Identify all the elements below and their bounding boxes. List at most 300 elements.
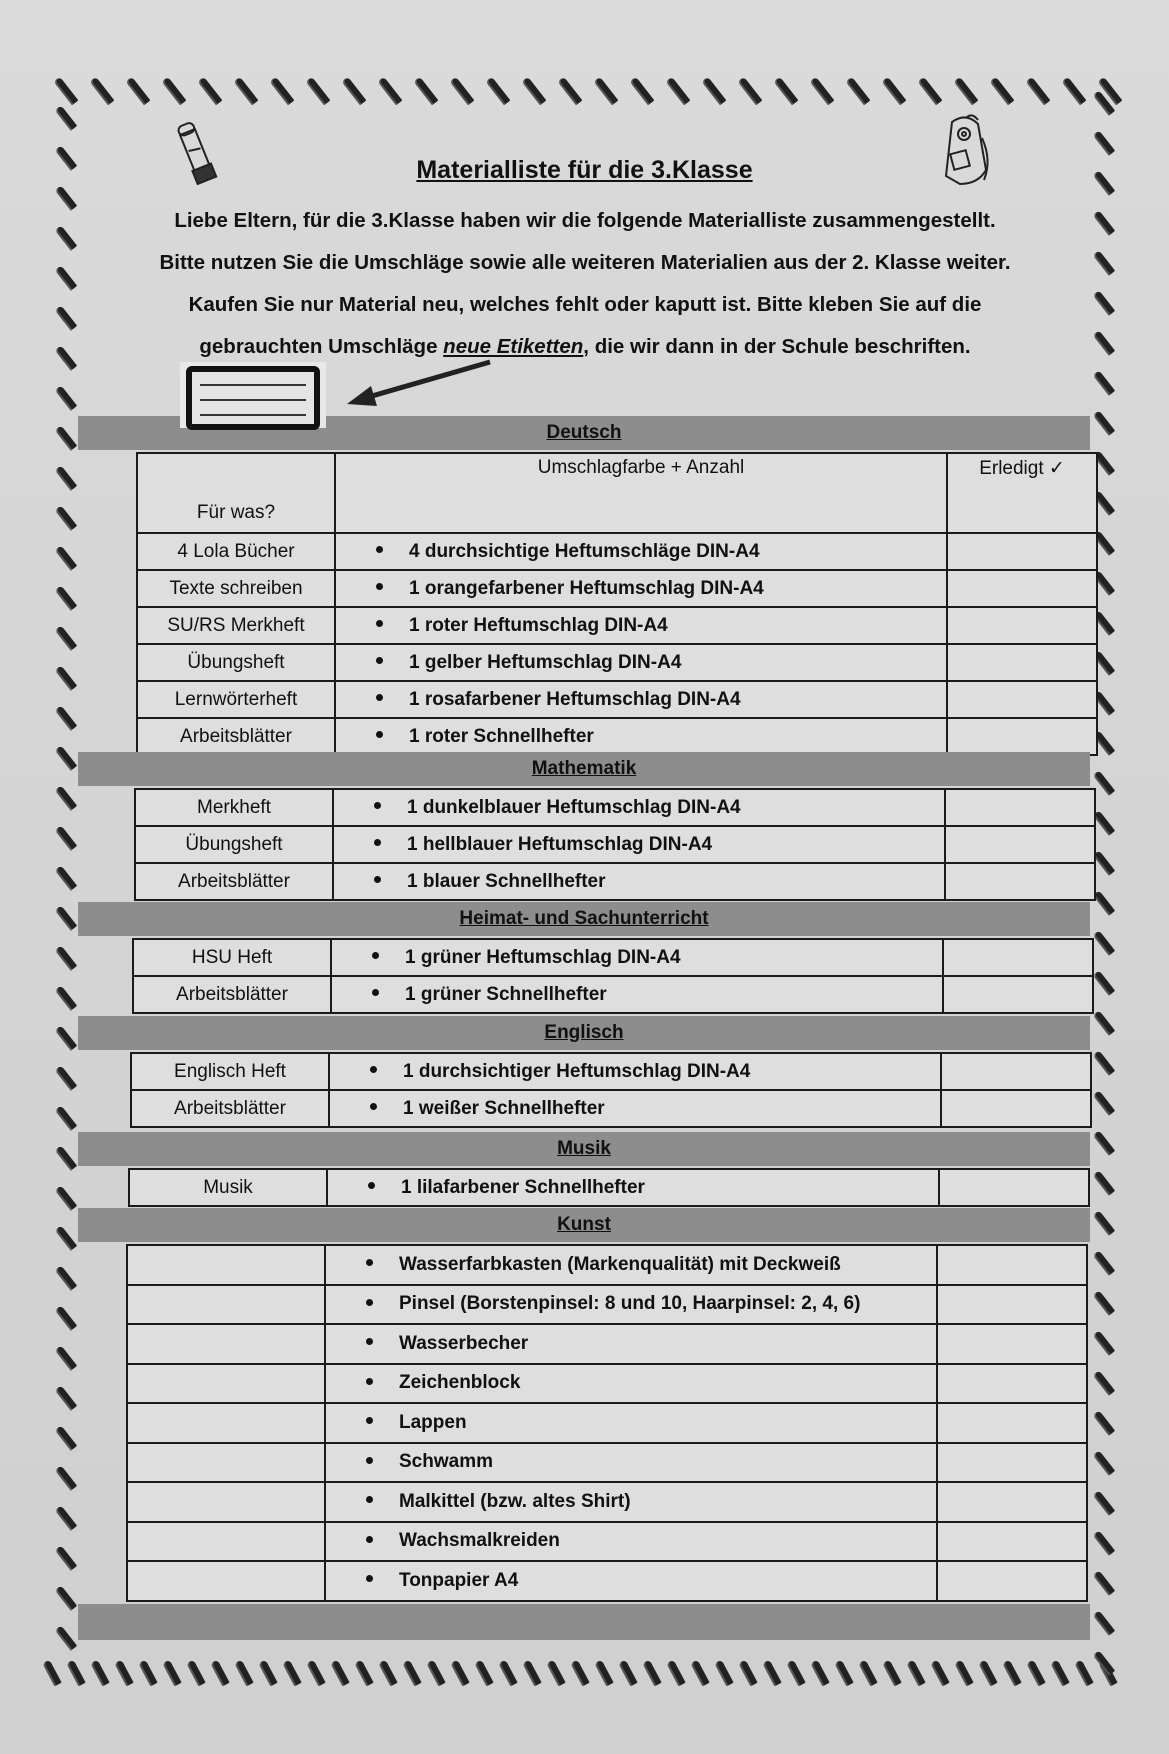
pencil-icon: [1093, 1210, 1115, 1235]
pencil-icon: [55, 1305, 77, 1330]
done-checkbox-cell[interactable]: [937, 1522, 1087, 1562]
pencil-icon: [522, 77, 547, 106]
pencil-icon: [594, 77, 619, 106]
page-title: Materialliste für die 3.Klasse: [416, 156, 753, 184]
purpose-cell: [127, 1324, 325, 1364]
table-row: [135, 863, 1095, 900]
bullet-icon: [366, 1496, 373, 1503]
pencil-icon: [55, 825, 77, 850]
section-header-kunst: [78, 1208, 1090, 1242]
pencil-icon: [906, 1660, 925, 1687]
pencil-icon: [810, 77, 835, 106]
pencil-icon: [55, 185, 77, 210]
pencil-icon: [1093, 970, 1115, 995]
pencil-icon: [834, 1660, 853, 1687]
pencil-icon: [234, 77, 259, 106]
pencil-icon: [1093, 1570, 1115, 1595]
pencil-icon: [1093, 1610, 1115, 1635]
bullet-icon: [366, 1417, 373, 1424]
pencil-icon: [546, 1660, 565, 1687]
pencil-icon: [55, 1465, 77, 1490]
table-row: [129, 1169, 1089, 1206]
bullet-icon: [376, 546, 383, 553]
purpose-cell: Lernwörterheft: [137, 681, 335, 718]
purpose-cell: [127, 1245, 325, 1285]
pencil-icon: [666, 1660, 685, 1687]
pencil-icon: [55, 505, 77, 530]
table-row: [137, 607, 1097, 644]
bullet-icon: [374, 802, 381, 809]
emphasis-neue-etiketten: neue Etiketten: [443, 335, 584, 358]
header-col2: Umschlagfarbe + Anzahl: [335, 453, 947, 533]
bullet-icon: [374, 876, 381, 883]
header-col1: Für was?: [137, 453, 335, 533]
item-cell: [329, 1090, 941, 1127]
section-header-heimat-und-sachunterricht: [78, 902, 1090, 936]
done-checkbox-cell[interactable]: [947, 644, 1097, 681]
pencil-border-right: [1100, 90, 1108, 1690]
pencil-icon: [1093, 810, 1115, 835]
purpose-cell: Arbeitsblätter: [137, 718, 335, 755]
item-cell: [333, 789, 945, 826]
table-row: [137, 570, 1097, 607]
section-table: [134, 788, 1096, 901]
pencil-icon: [55, 225, 77, 250]
pencil-icon: [1026, 77, 1051, 106]
done-checkbox-cell[interactable]: [937, 1561, 1087, 1601]
bullet-icon: [366, 1536, 373, 1543]
pencil-icon: [666, 77, 691, 106]
pencil-icon: [1093, 370, 1115, 395]
pencil-icon: [714, 1660, 733, 1687]
pencil-icon: [55, 905, 77, 930]
done-checkbox-cell[interactable]: [947, 681, 1097, 718]
item-text: Schwamm: [399, 1451, 493, 1473]
pencil-icon: [498, 1660, 517, 1687]
pencil-icon: [55, 585, 77, 610]
arrow-icon: [345, 358, 495, 408]
item-text: 1 rosafarbener Heftumschlag DIN-A4: [409, 688, 741, 710]
table-row: [131, 1090, 1091, 1127]
pencil-icon: [55, 1545, 77, 1570]
item-cell: [335, 607, 947, 644]
pencil-icon: [882, 1660, 901, 1687]
section-title: Deutsch: [546, 422, 622, 443]
item-text: 1 weißer Schnellhefter: [403, 1097, 605, 1119]
pencil-icon: [55, 545, 77, 570]
pencil-icon: [55, 785, 77, 810]
pencil-icon: [138, 1660, 157, 1687]
item-cell: [335, 681, 947, 718]
pencil-icon: [1062, 77, 1087, 106]
pencil-icon: [114, 1660, 133, 1687]
pencil-icon: [55, 625, 77, 650]
pencil-icon: [378, 77, 403, 106]
pencil-icon: [306, 77, 331, 106]
pencil-icon: [1093, 210, 1115, 235]
pencil-icon: [486, 77, 511, 106]
item-cell: [325, 1522, 937, 1562]
section-title: Musik: [557, 1138, 611, 1159]
section-title: Englisch: [544, 1022, 624, 1043]
pencil-icon: [474, 1660, 493, 1687]
pencil-icon: [55, 425, 77, 450]
pencil-icon: [54, 77, 79, 106]
pencil-icon: [342, 77, 367, 106]
section-header-musik: [78, 1132, 1090, 1166]
pencil-icon: [918, 77, 943, 106]
pencil-icon: [570, 1660, 589, 1687]
pencil-border-top: [62, 76, 1142, 106]
pencil-icon: [55, 1505, 77, 1530]
item-cell: [325, 1482, 937, 1522]
item-text: 1 lilafarbener Schnellhefter: [401, 1176, 645, 1198]
pencil-icon: [55, 665, 77, 690]
item-text: Lappen: [399, 1411, 467, 1433]
pencil-icon: [1093, 1530, 1115, 1555]
done-checkbox-cell[interactable]: [947, 533, 1097, 570]
pencil-icon: [55, 1385, 77, 1410]
pencil-icon: [354, 1660, 373, 1687]
item-text: 1 orangefarbener Heftumschlag DIN-A4: [409, 577, 764, 599]
table-row: [127, 1482, 1087, 1522]
section-title: Kunst: [557, 1214, 611, 1235]
pencil-icon: [1093, 410, 1115, 435]
pencil-icon: [414, 77, 439, 106]
done-checkbox-cell[interactable]: [941, 1090, 1091, 1127]
item-text: 1 roter Schnellhefter: [409, 725, 594, 747]
item-cell: [329, 1053, 941, 1090]
pencil-icon: [210, 1660, 229, 1687]
table-header-row: [137, 453, 1097, 533]
purpose-cell: [127, 1482, 325, 1522]
purpose-cell: HSU Heft: [133, 939, 331, 976]
section-table: [130, 1052, 1092, 1128]
section-title: Mathematik: [531, 758, 637, 779]
pencil-icon: [55, 1585, 77, 1610]
pencil-icon: [1093, 770, 1115, 795]
pencil-icon: [55, 1185, 77, 1210]
pencil-icon: [258, 1660, 277, 1687]
item-cell: [333, 826, 945, 863]
pencil-icon: [1002, 1660, 1021, 1687]
purpose-cell: [127, 1403, 325, 1443]
table-row: [137, 718, 1097, 755]
bullet-icon: [366, 1378, 373, 1385]
pencil-icon: [186, 1660, 205, 1687]
pencil-icon: [1093, 1010, 1115, 1035]
done-checkbox-cell[interactable]: [947, 718, 1097, 755]
purpose-cell: Englisch Heft: [131, 1053, 329, 1090]
pencil-icon: [55, 745, 77, 770]
pencil-icon: [306, 1660, 325, 1687]
pencil-icon: [55, 1025, 77, 1050]
item-cell: [325, 1245, 937, 1285]
section-header-mathematik: [78, 752, 1090, 786]
pencil-icon: [522, 1660, 541, 1687]
item-cell: [325, 1403, 937, 1443]
item-text: 1 grüner Schnellhefter: [405, 983, 607, 1005]
pencil-icon: [738, 1660, 757, 1687]
section-table: [136, 452, 1098, 756]
bullet-icon: [370, 1066, 377, 1073]
purpose-cell: Arbeitsblätter: [131, 1090, 329, 1127]
label-sticker-icon: [180, 362, 326, 428]
intro-line-4: gebrauchten Umschläge neue Etiketten, die wir dann in der Schule beschriften.: [199, 335, 971, 358]
pencil-icon: [810, 1660, 829, 1687]
pencil-icon: [42, 1660, 61, 1687]
table-row: [127, 1403, 1087, 1443]
pencil-icon: [858, 1660, 877, 1687]
item-cell: [331, 939, 943, 976]
done-checkbox-cell[interactable]: [937, 1482, 1087, 1522]
table-row: [137, 644, 1097, 681]
done-checkbox-cell[interactable]: [945, 863, 1095, 900]
item-text: 1 blauer Schnellhefter: [407, 870, 606, 892]
pencil-icon: [330, 1660, 349, 1687]
pencil-icon: [930, 1660, 949, 1687]
pencil-icon: [1093, 290, 1115, 315]
pencil-icon: [1093, 850, 1115, 875]
table-row: [127, 1324, 1087, 1364]
pencil-icon: [786, 1660, 805, 1687]
done-checkbox-cell[interactable]: [943, 939, 1093, 976]
done-checkbox-cell[interactable]: [945, 789, 1095, 826]
bullet-icon: [372, 989, 379, 996]
table-row: [127, 1364, 1087, 1404]
pencil-icon: [55, 1625, 77, 1650]
pencil-icon: [594, 1660, 613, 1687]
bullet-icon: [366, 1259, 373, 1266]
item-cell: [325, 1324, 937, 1364]
purpose-cell: [127, 1443, 325, 1483]
table-row: [127, 1522, 1087, 1562]
purpose-cell: [127, 1522, 325, 1562]
pencil-icon: [55, 1265, 77, 1290]
section-title: Heimat- und Sachunterricht: [459, 908, 709, 929]
pencil-icon: [270, 77, 295, 106]
pencil-icon: [642, 1660, 661, 1687]
pencil-icon: [1026, 1660, 1045, 1687]
pencil-icon: [1093, 930, 1115, 955]
table-row: [127, 1285, 1087, 1325]
purpose-cell: Arbeitsblätter: [135, 863, 333, 900]
table-row: [135, 789, 1095, 826]
pencil-border-bottom: [48, 1660, 1128, 1686]
pencil-icon: [774, 77, 799, 106]
item-cell: [333, 863, 945, 900]
done-checkbox-cell[interactable]: [941, 1053, 1091, 1090]
item-text: Pinsel (Borstenpinsel: 8 und 10, Haarpinsel: 2, 4, 6): [399, 1293, 861, 1315]
bullet-icon: [366, 1575, 373, 1582]
purpose-cell: Texte schreiben: [137, 570, 335, 607]
intro-line-3: Kaufen Sie nur Material neu, welches fehlt oder kaputt ist. Bitte kleben Sie auf die: [188, 293, 982, 316]
bullet-icon: [376, 731, 383, 738]
section-header-englisch: [78, 1016, 1090, 1050]
intro-text: [80, 200, 1090, 368]
pencil-icon: [55, 1065, 77, 1090]
purpose-cell: [127, 1561, 325, 1601]
purpose-cell: Übungsheft: [137, 644, 335, 681]
done-checkbox-cell[interactable]: [937, 1285, 1087, 1325]
item-text: Malkittel (bzw. altes Shirt): [399, 1490, 631, 1512]
pencil-icon: [90, 77, 115, 106]
section-table: [132, 938, 1094, 1014]
table-row: [133, 976, 1093, 1013]
item-text: Wasserbecher: [399, 1332, 529, 1354]
pencil-icon: [846, 77, 871, 106]
pencil-icon: [55, 1105, 77, 1130]
pencil-icon: [1074, 1660, 1093, 1687]
item-cell: [335, 570, 947, 607]
header-col3: Erledigt ✓: [947, 453, 1097, 533]
done-checkbox-cell[interactable]: [947, 607, 1097, 644]
purpose-cell: [127, 1285, 325, 1325]
item-text: Wachsmalkreiden: [399, 1530, 560, 1552]
item-text: 1 dunkelblauer Heftumschlag DIN-A4: [407, 796, 741, 818]
pencil-icon: [126, 77, 151, 106]
done-checkbox-cell[interactable]: [945, 826, 1095, 863]
done-checkbox-cell[interactable]: [947, 570, 1097, 607]
bullet-icon: [372, 952, 379, 959]
pencil-icon: [1093, 1250, 1115, 1275]
table-row: [137, 681, 1097, 718]
pencil-icon: [55, 345, 77, 370]
pencil-icon: [162, 1660, 181, 1687]
pencil-icon: [1093, 1170, 1115, 1195]
pencil-icon: [738, 77, 763, 106]
pencil-icon: [162, 77, 187, 106]
pencil-icon: [558, 77, 583, 106]
done-checkbox-cell[interactable]: [937, 1245, 1087, 1285]
done-checkbox-cell[interactable]: [937, 1324, 1087, 1364]
pencil-icon: [978, 1660, 997, 1687]
pencil-icon: [882, 77, 907, 106]
pencil-icon: [55, 1145, 77, 1170]
pencil-icon: [1093, 1090, 1115, 1115]
table-row: [133, 939, 1093, 976]
bullet-icon: [370, 1103, 377, 1110]
purpose-cell: Arbeitsblätter: [133, 976, 331, 1013]
item-text: 1 roter Heftumschlag DIN-A4: [409, 614, 668, 636]
pencil-icon: [1093, 1490, 1115, 1515]
intro-line-2: Bitte nutzen Sie die Umschläge sowie alle weiteren Materialien aus der 2. Klasse weiter.: [159, 251, 1011, 274]
section-table: [126, 1244, 1088, 1602]
item-cell: [335, 533, 947, 570]
pencil-icon: [1050, 1660, 1069, 1687]
pencil-icon: [954, 1660, 973, 1687]
item-text: Zeichenblock: [399, 1372, 521, 1394]
pencil-icon: [1093, 1370, 1115, 1395]
table-row: [127, 1443, 1087, 1483]
table-row: [135, 826, 1095, 863]
item-cell: [335, 644, 947, 681]
item-cell: [331, 976, 943, 1013]
done-checkbox-cell[interactable]: [939, 1169, 1089, 1206]
done-checkbox-cell[interactable]: [937, 1364, 1087, 1404]
item-text: 1 grüner Heftumschlag DIN-A4: [405, 946, 681, 968]
footer-band: [78, 1604, 1090, 1640]
bullet-icon: [366, 1457, 373, 1464]
pencil-icon: [1093, 130, 1115, 155]
pencil-icon: [55, 465, 77, 490]
item-cell: [325, 1285, 937, 1325]
item-cell: [335, 718, 947, 755]
pencil-icon: [450, 77, 475, 106]
item-text: 1 durchsichtiger Heftumschlag DIN-A4: [403, 1060, 751, 1082]
pencil-icon: [55, 945, 77, 970]
section-table: [128, 1168, 1090, 1207]
pencil-icon: [1093, 1410, 1115, 1435]
item-cell: [325, 1561, 937, 1601]
pencil-icon: [426, 1660, 445, 1687]
purpose-cell: [127, 1364, 325, 1404]
bullet-icon: [374, 839, 381, 846]
bullet-icon: [368, 1182, 375, 1189]
done-checkbox-cell[interactable]: [937, 1403, 1087, 1443]
pencil-icon: [55, 985, 77, 1010]
done-checkbox-cell[interactable]: [937, 1443, 1087, 1483]
table-row: [127, 1245, 1087, 1285]
pencil-icon: [1093, 1330, 1115, 1355]
pencil-icon: [1093, 250, 1115, 275]
table-row: [137, 533, 1097, 570]
purpose-cell: SU/RS Merkheft: [137, 607, 335, 644]
pencil-icon: [618, 1660, 637, 1687]
intro-line-1: Liebe Eltern, für die 3.Klasse haben wir die folgende Materialliste zusammengestellt.: [174, 209, 996, 232]
table-row: [131, 1053, 1091, 1090]
pencil-icon: [1093, 1130, 1115, 1155]
pencil-icon: [55, 1345, 77, 1370]
pencil-icon: [1093, 1450, 1115, 1475]
purpose-cell: Übungsheft: [135, 826, 333, 863]
pencil-icon: [954, 77, 979, 106]
pencil-icon: [1093, 890, 1115, 915]
bullet-icon: [376, 657, 383, 664]
done-checkbox-cell[interactable]: [943, 976, 1093, 1013]
pencil-icon: [198, 77, 223, 106]
item-cell: [327, 1169, 939, 1206]
bullet-icon: [376, 694, 383, 701]
bullet-icon: [376, 583, 383, 590]
pencil-icon: [690, 1660, 709, 1687]
bullet-icon: [366, 1299, 373, 1306]
pencil-icon: [282, 1660, 301, 1687]
item-cell: [325, 1364, 937, 1404]
purpose-cell: Musik: [129, 1169, 327, 1206]
pencil-icon: [55, 105, 77, 130]
pencil-icon: [234, 1660, 253, 1687]
pencil-icon: [55, 705, 77, 730]
pencil-icon: [55, 305, 77, 330]
bullet-icon: [366, 1338, 373, 1345]
pencil-icon: [55, 1425, 77, 1450]
pencil-icon: [1093, 1290, 1115, 1315]
item-text: 1 gelber Heftumschlag DIN-A4: [409, 651, 682, 673]
bullet-icon: [376, 620, 383, 627]
pencil-icon: [90, 1660, 109, 1687]
pencil-border-left: [62, 105, 70, 1665]
purpose-cell: Merkheft: [135, 789, 333, 826]
pencil-icon: [450, 1660, 469, 1687]
pencil-icon: [702, 77, 727, 106]
pencil-icon: [630, 77, 655, 106]
pencil-icon: [402, 1660, 421, 1687]
item-text: Tonpapier A4: [399, 1569, 519, 1591]
pencil-icon: [55, 265, 77, 290]
pencil-icon: [55, 385, 77, 410]
item-cell: [325, 1443, 937, 1483]
